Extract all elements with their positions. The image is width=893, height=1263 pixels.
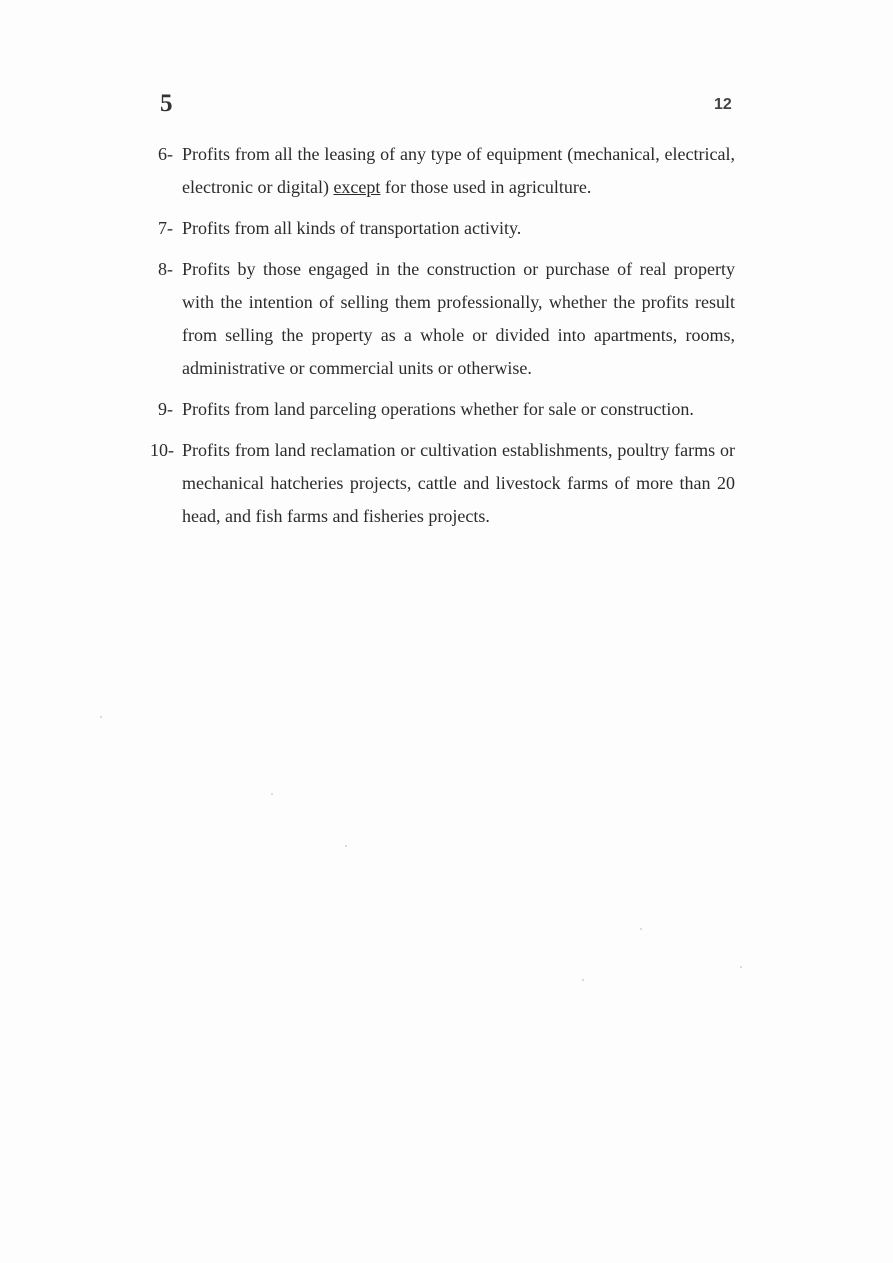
list-item-10 — [150, 434, 735, 533]
scan-speck — [582, 979, 584, 981]
item-text-part: for those used in agriculture. — [380, 177, 592, 197]
item-text-underlined: except — [333, 177, 381, 197]
page-number-left: 5 — [160, 90, 173, 117]
item-text — [182, 138, 735, 204]
item-number: 7- — [158, 218, 173, 238]
item-number: 6- — [158, 144, 173, 164]
list-item-7 — [150, 212, 735, 245]
scan-speck — [345, 845, 347, 847]
scan-speck — [271, 793, 273, 795]
item-text: Profits by those engaged in the construction or purchase of real property with the intention of selling them professionally, whether the profits result from selling the property as a whole or divided into apartments, rooms, administrative or commercial units or otherwise. — [182, 259, 735, 378]
list-item-8 — [150, 253, 735, 385]
profits-list — [150, 138, 735, 541]
scan-speck — [740, 966, 742, 968]
list-item-9 — [150, 393, 735, 426]
item-number: 8- — [158, 259, 173, 279]
item-text: Profits from land reclamation or cultivation establishments, poultry farms or mechanical hatcheries projects, cattle and livestock farms of more than 20 head, and fish farms and fisheries projects. — [182, 440, 735, 526]
item-text-part: Profits from all the leasing of any type of equipment (mechanical, electrical, electronic or digital) — [182, 144, 735, 197]
item-number: 10- — [150, 440, 174, 460]
page-number-right: 12 — [714, 96, 732, 113]
item-text: Profits from land parceling operations whether for sale or construction. — [182, 399, 694, 419]
list-item-6 — [150, 138, 735, 204]
item-text: Profits from all kinds of transportation activity. — [182, 218, 522, 238]
scan-speck — [100, 716, 102, 718]
item-number: 9- — [158, 399, 173, 419]
scan-speck — [640, 928, 642, 930]
